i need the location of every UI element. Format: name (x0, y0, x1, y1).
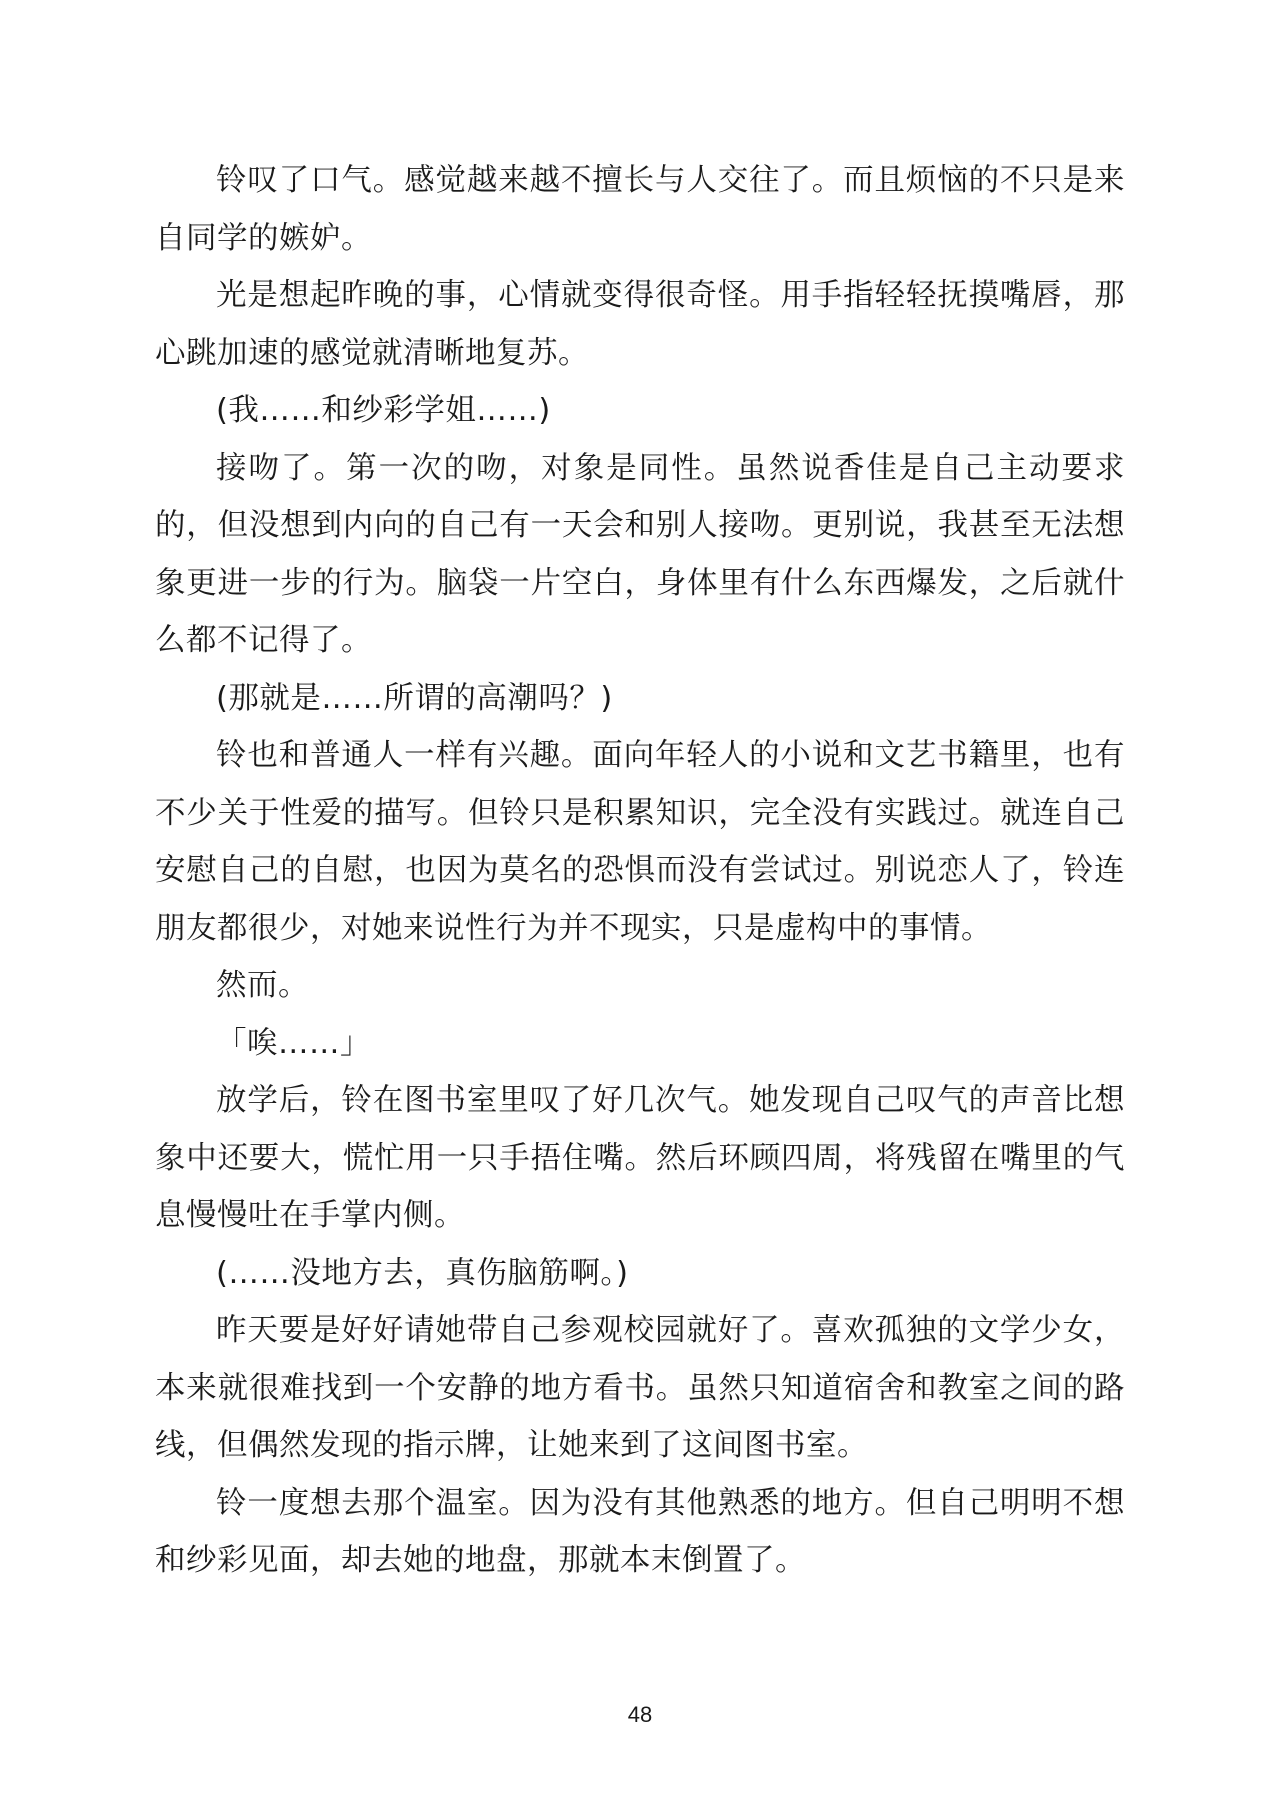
paragraph-1: 铃叹了口气。感觉越来越不擅长与人交往了。而且烦恼的不只是来自同学的嫉妒。 (155, 163, 1125, 256)
paragraph-5: (那就是……所谓的高潮吗？) (216, 680, 613, 716)
paragraph-4: 接吻了。第一次的吻，对象是同性。虽然说香佳是自己主动要求的，但没想到内向的自己有一天会和别人接吻。更别说，我甚至无法想象更进一步的行为。脑袋一片空白，身体里有什么东西爆发，之后就什么都不记得了。 (155, 450, 1125, 658)
paragraph-12: 铃一度想去那个温室。因为没有其他熟悉的地方。但自己明明不想和纱彩见面，却去她的地盘，那就本末倒置了。 (155, 1485, 1125, 1578)
paragraph-6: 铃也和普通人一样有兴趣。面向年轻人的小说和文艺书籍里，也有不少关于性爱的描写。但铃只是积累知识，完全没有实践过。就连自己安慰自己的自慰，也因为莫名的恐惧而没有尝试过。别说恋人了，铃连朋友都很少，对她来说性行为并不现实，只是虚构中的事情。 (155, 738, 1125, 946)
page-body-text (155, 152, 1125, 1590)
paragraph-3: (我……和纱彩学姐……) (216, 393, 551, 428)
paragraph-2: 光是想起昨晚的事，心情就变得很奇怪。用手指轻轻抚摸嘴唇，那心跳加速的感觉就清晰地复苏。 (155, 278, 1125, 371)
paragraph-9: 放学后，铃在图书室里叹了好几次气。她发现自己叹气的声音比想象中还要大，慌忙用一只手捂住嘴。然后环顾四周，将残留在嘴里的气息慢慢吐在手掌内侧。 (155, 1083, 1125, 1233)
paragraph-8: 「唉……」 (216, 1025, 371, 1061)
paragraph-10: (……没地方去，真伤脑筋啊。) (216, 1255, 629, 1291)
page-number: 48 (627, 1702, 653, 1727)
paragraph-11: 昨天要是好好请她带自己参观校园就好了。喜欢孤独的文学少女，本来就很难找到一个安静的地方看书。虽然只知道宿舍和教室之间的路线，但偶然发现的指示牌，让她来到了这间图书室。 (155, 1313, 1125, 1463)
paragraph-7: 然而。 (216, 968, 309, 1003)
